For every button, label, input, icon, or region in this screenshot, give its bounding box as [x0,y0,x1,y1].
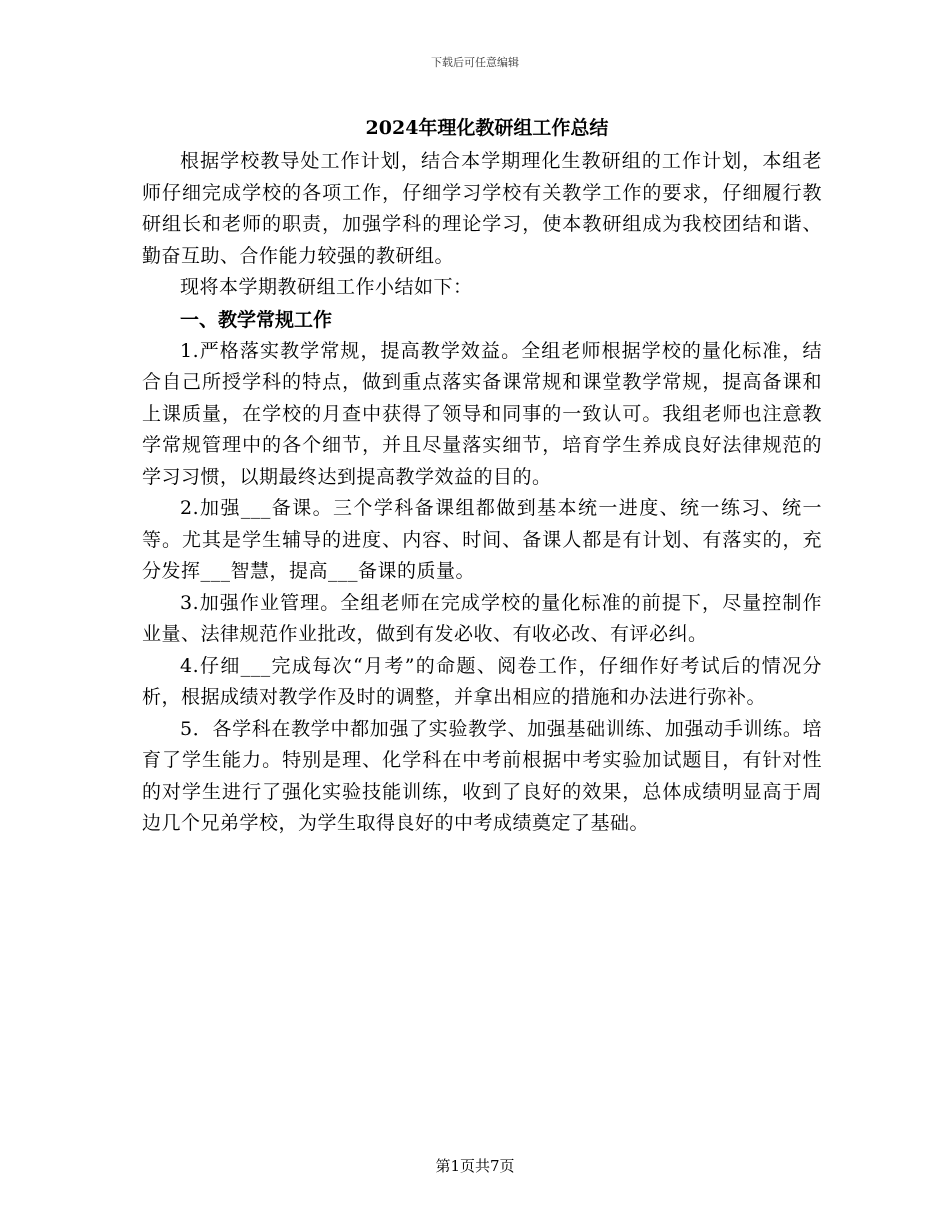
list-item: 5．各学科在教学中都加强了实验教学、加强基础训练、加强动手训练。培育了学生能力。特别是理、化学科在中考前根据中考实验加试题目，有针对性的对学生进行了强化实验技能训练，收到了良好的效果，总体成绩明显高于周边几个兄弟学校，为学生取得良好的中考成绩奠定了基础。 [142,717,822,834]
document-body [142,112,822,840]
page-header-note: 下载后可任意编辑 [431,56,519,69]
list-item: 1.严格落实教学常规，提高教学效益。全组老师根据学校的量化标准，结合自己所授学科的特点，做到重点落实备课常规和课堂教学常规，提高备课和上课质量，在学校的月查中获得了领导和同事的一致认可。我组老师也注意教学常规管理中的各个细节，并且尽量落实细节，培育学生养成良好法律规范的学习习惯，以期最终达到提高教学效益的目的。 [142,339,822,488]
document-title: 2024年理化教研组工作总结 [365,117,609,139]
list-item: 3.加强作业管理。全组老师在完成学校的量化标准的前提下，尽量控制作业量、法律规范作业批改，做到有发必收、有收必改、有评必纠。 [142,591,822,645]
list-item: 2.加强___备课。三个学科备课组都做到基本统一进度、统一练习、统一等。尤其是学生辅导的进度、内容、时间、备课人都是有计划、有落实的，充分发挥___智慧，提高___备课的质量。 [142,497,822,582]
list-item: 4.仔细___完成每次“月考”的命题、阅卷工作，仔细作好考试后的情况分析，根据成绩对教学作及时的调整，并拿出相应的措施和办法进行弥补。 [142,654,822,708]
intro-paragraph: 根据学校教导处工作计划，结合本学期理化生教研组的工作计划，本组老师仔细完成学校的各项工作，仔细学习学校有关教学工作的要求，仔细履行教研组长和老师的职责，加强学科的理论学习，使本教研组成为我校团结和谐、勤奋互助、合作能力较强的教研组。 [142,150,822,267]
summary-lead-paragraph: 现将本学期教研组工作小结如下： [180,276,473,298]
page-number: 第1页共7页 [435,1157,515,1175]
section-heading: 一、教学常规工作 [180,308,333,331]
